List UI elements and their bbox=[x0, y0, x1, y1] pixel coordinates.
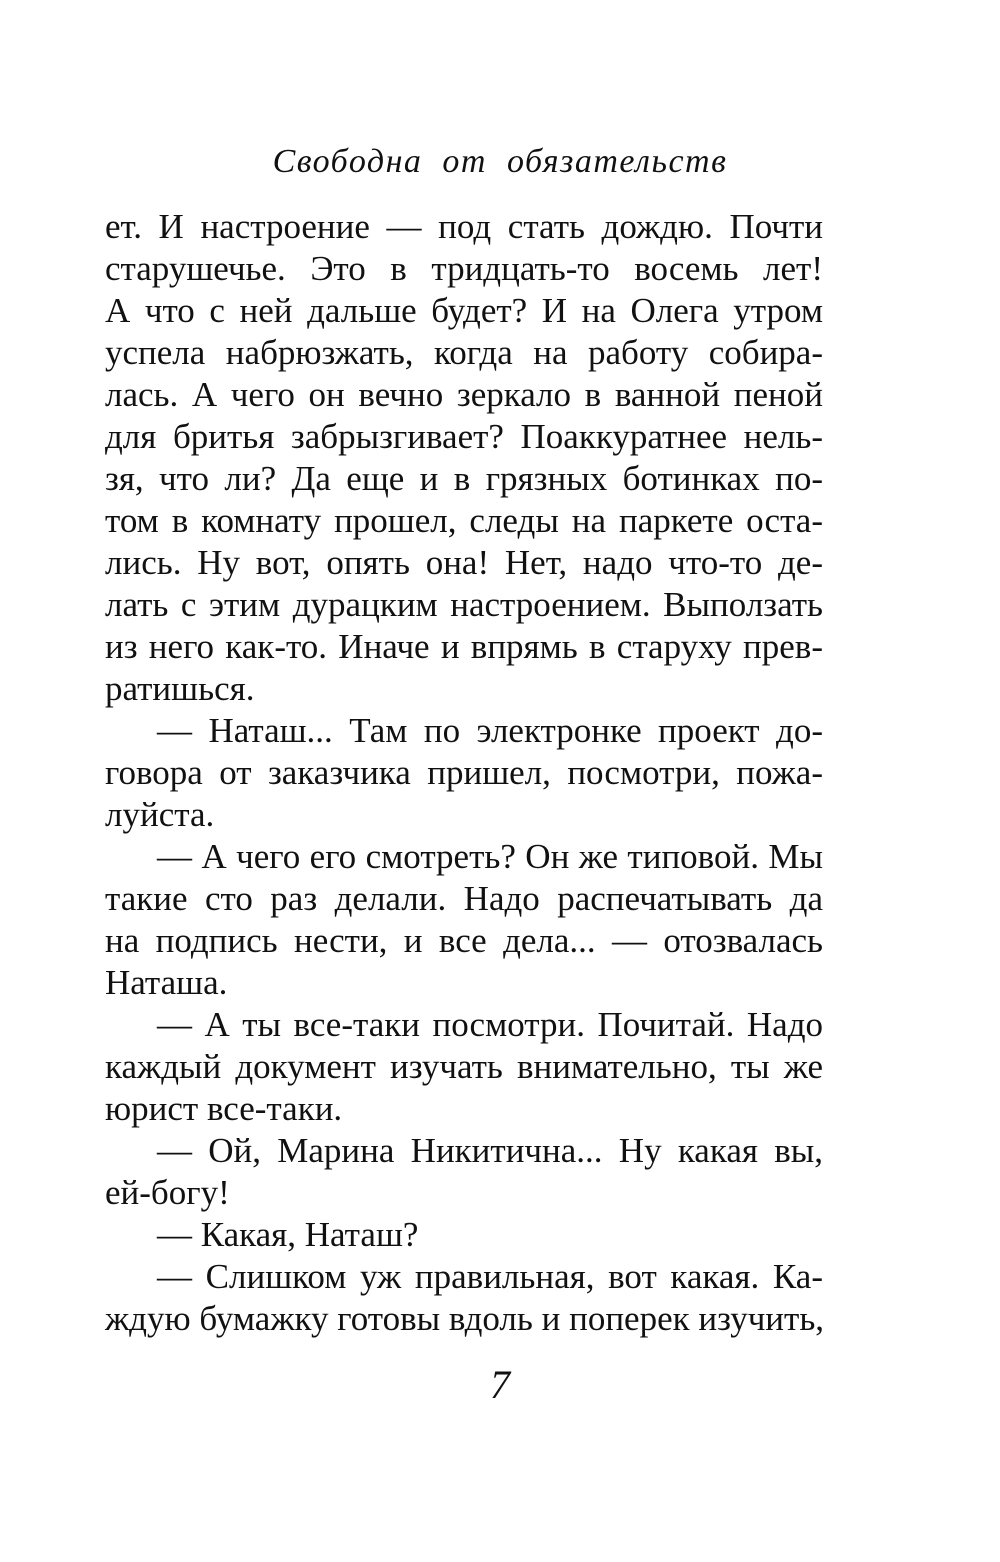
text-line: ратишься. bbox=[105, 669, 255, 708]
text-line: — Какая, Наташ? bbox=[157, 1215, 419, 1254]
text-line: на подпись нести, и все дела... — отозвалась bbox=[105, 921, 823, 960]
text-line: такие сто раз делали. Надо распечатывать да bbox=[105, 879, 823, 918]
text-line: ет. И настроение — под стать дождю. Почти bbox=[105, 207, 823, 246]
text-line: лась. А чего он вечно зеркало в ванной пеной bbox=[105, 375, 823, 414]
text-line: зя, что ли? Да еще и в грязных ботинках по- bbox=[105, 459, 823, 498]
text-line: ждую бумажку готовы вдоль и поперек изучить, bbox=[105, 1299, 825, 1338]
text-line: — Слишком уж правильная, вот какая. Ка- bbox=[157, 1257, 823, 1296]
text-line: лись. Ну вот, опять она! Нет, надо что-то де- bbox=[105, 543, 823, 582]
running-head: Свободна от обязательств bbox=[272, 143, 728, 180]
text-line: каждый документ изучать внимательно, ты же bbox=[105, 1047, 823, 1086]
body-text bbox=[105, 206, 823, 1340]
text-line: юрист все-таки. bbox=[105, 1089, 343, 1128]
text-line: А что с ней дальше будет? И на Олега утром bbox=[105, 291, 823, 330]
text-line: — А ты все-таки посмотри. Почитай. Надо bbox=[157, 1005, 823, 1044]
page-number: 7 bbox=[490, 1362, 510, 1407]
text-line: лать с этим дурацким настроением. Выползать bbox=[105, 585, 823, 624]
text-line: — Ой, Марина Никитична... Ну какая вы, bbox=[157, 1131, 823, 1170]
text-line: успела набрюзжать, когда на работу собира- bbox=[105, 333, 823, 372]
text-line: старушечье. Это в тридцать-то восемь лет! bbox=[105, 249, 823, 288]
text-line: Наташа. bbox=[105, 963, 228, 1002]
text-line: ей-богу! bbox=[105, 1173, 230, 1212]
text-line: — Наташ... Там по электронке проект до- bbox=[157, 711, 823, 750]
text-line: из него как-то. Иначе и впрямь в старуху прев- bbox=[105, 627, 823, 666]
text-line: том в комнату прошел, следы на паркете оста- bbox=[105, 501, 823, 540]
text-line: для бритья забрызгивает? Поаккуратнее нель- bbox=[105, 417, 823, 456]
text-line: говора от заказчика пришел, посмотри, пожа- bbox=[105, 753, 823, 792]
text-line: луйста. bbox=[105, 795, 215, 834]
text-line: — А чего его смотреть? Он же типовой. Мы bbox=[157, 837, 823, 876]
